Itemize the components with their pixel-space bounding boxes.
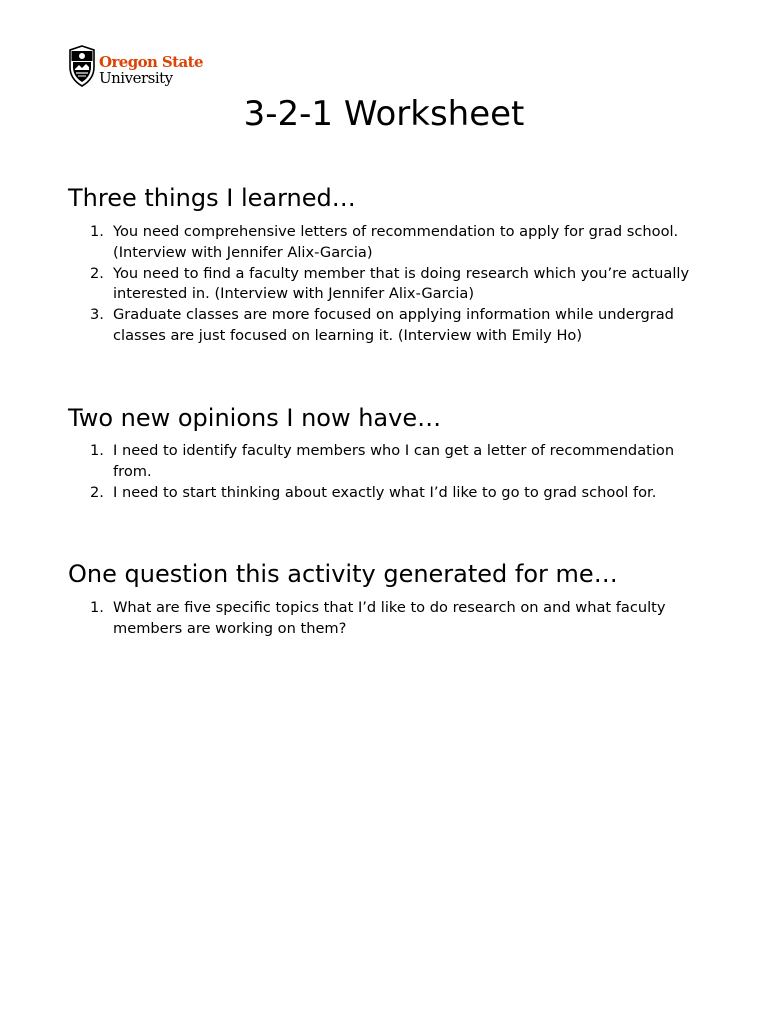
shield-crest-icon xyxy=(68,45,96,87)
list-item xyxy=(68,305,708,347)
list-item-number: 1. xyxy=(90,599,104,616)
list-item-text: You need comprehensive letters of recommendation to apply for grad school. (Interview with Jennifer Alix-Garcia) xyxy=(113,223,679,261)
logo-wordmark-line2: University xyxy=(99,68,173,87)
section-heading-learned: Three things I learned… xyxy=(68,184,356,212)
list-item-number: 3. xyxy=(90,306,104,324)
list-item-text: You need to find a faculty member that is doing research which you’re actually interested in. (Interview with Jennifer Alix-Garcia) xyxy=(113,264,690,303)
list-item-text: Graduate classes are more focused on applying information while undergrad classes are just focused on learning it. (Interview with Emily Ho) xyxy=(113,306,674,344)
list-item-text: What are five specific topics that I’d like to do research on and what faculty members are working on them? xyxy=(113,599,666,637)
learned-list xyxy=(68,222,708,347)
logo-wordmark-line1: Oregon State xyxy=(99,52,203,71)
section-heading-question: One question this activity generated for me… xyxy=(68,560,618,588)
university-logo xyxy=(68,45,203,87)
list-item-text: I need to start thinking about exactly what I’d like to go to grad school for. xyxy=(113,483,657,501)
list-item xyxy=(68,598,708,640)
list-item-number: 1. xyxy=(90,223,104,240)
list-item xyxy=(68,483,708,504)
question-list xyxy=(68,598,708,640)
list-item xyxy=(68,441,708,483)
list-item-number: 2. xyxy=(90,483,104,501)
list-item-number: 1. xyxy=(90,442,104,459)
list-item-number: 2. xyxy=(90,264,104,282)
list-item xyxy=(68,222,708,264)
section-heading-opinions: Two new opinions I now have… xyxy=(68,404,442,432)
opinions-list xyxy=(68,441,708,503)
list-item-text: I need to identify faculty members who I can get a letter of recommendation from. xyxy=(113,442,675,480)
list-item xyxy=(68,264,708,306)
document-title: 3-2-1 Worksheet xyxy=(243,94,525,134)
